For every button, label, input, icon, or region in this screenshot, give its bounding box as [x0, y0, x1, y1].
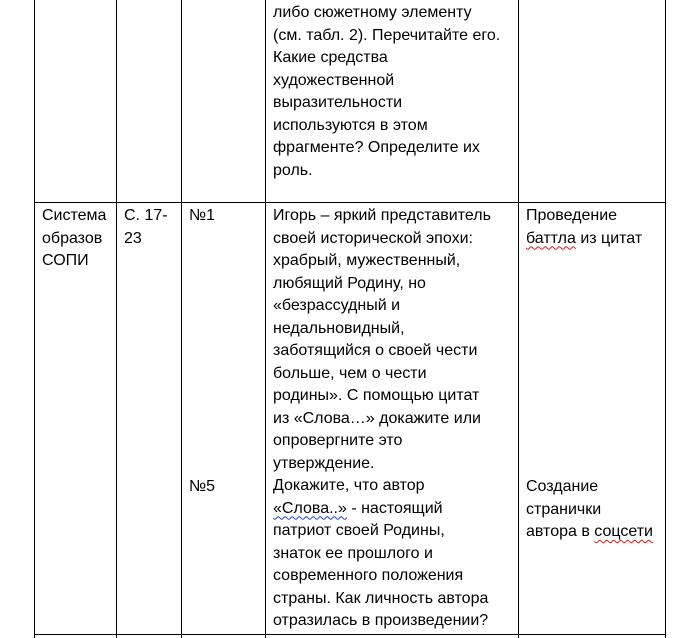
- spellcheck-quote: «Слова..»: [273, 499, 347, 517]
- task-number-text: №5: [189, 478, 216, 495]
- pages-line: С. 17-: [124, 207, 168, 224]
- table-border-col3: [181, 0, 182, 638]
- text-line: либо сюжетному элементу: [273, 4, 472, 21]
- topic-cell: [42, 205, 106, 273]
- table-border-col5: [518, 0, 519, 638]
- form-cell-1: [526, 205, 642, 250]
- text-line: знаток ее прошлого и: [273, 544, 433, 562]
- table-border-right: [665, 0, 666, 638]
- text-line: (см. табл. 2). Перечитайте его.: [273, 26, 501, 44]
- text-line: заботящийся о своей чести: [273, 342, 478, 359]
- text-line: Создание: [526, 478, 599, 495]
- topic-line: СОПИ: [42, 252, 89, 269]
- text-line: [526, 228, 642, 251]
- text-line: фрагменте? Определите их: [273, 139, 480, 156]
- top-row-task-cell: [273, 2, 500, 182]
- table-border-col4: [265, 0, 266, 638]
- spellcheck-word: соцсети: [594, 523, 653, 540]
- text-line: роль.: [273, 161, 313, 179]
- text-line: Какие средства: [273, 49, 388, 66]
- text-line: [273, 498, 491, 521]
- text-line: Игорь – яркий представитель: [273, 207, 491, 224]
- text-fragment: автора в: [526, 523, 595, 540]
- text-line: любящий Родину, но: [273, 274, 426, 292]
- topic-line: Система: [42, 207, 107, 224]
- text-line: опровергните это: [273, 432, 403, 449]
- text-line: утверждение.: [273, 454, 375, 472]
- pages-line: 23: [124, 229, 142, 247]
- table-border-col2: [116, 0, 117, 638]
- text-line: недальновидный,: [273, 319, 405, 337]
- text-line: родины». С помощью цитат: [273, 387, 480, 404]
- table-row-divider-bottom: [34, 634, 666, 635]
- text-line: [526, 521, 653, 544]
- text-line: из «Слова…» докажите или: [273, 409, 481, 427]
- text-fragment: - настоящий: [346, 499, 443, 517]
- text-line: художественной: [273, 71, 395, 89]
- table-border-left: [34, 0, 35, 638]
- pages-cell: [124, 205, 168, 250]
- text-line: странички: [526, 500, 602, 518]
- text-line: «безрассудный и: [273, 297, 401, 314]
- topic-line: образов: [42, 229, 103, 247]
- text-line: страны. Как личность автора: [273, 589, 489, 607]
- text-line: больше, чем о чести: [273, 364, 427, 382]
- task-number-1: [189, 205, 215, 228]
- task-number-5: [189, 476, 215, 499]
- text-fragment: из цитат: [575, 229, 643, 247]
- spellcheck-word: баттла: [526, 229, 576, 247]
- text-line: современного положения: [273, 567, 464, 584]
- text-line: отразилась в произведении?: [273, 612, 489, 629]
- text-line: патриот своей Родины,: [273, 522, 445, 539]
- text-line: храбрый, мужественный,: [273, 252, 461, 269]
- text-line: своей исторической эпохи:: [273, 229, 473, 247]
- task-number-text: №1: [189, 207, 216, 224]
- text-line: Докажите, что автор: [273, 477, 425, 494]
- text-line: Проведение: [526, 207, 618, 224]
- task-text-cell: [273, 205, 491, 633]
- table-row-divider: [34, 202, 666, 203]
- text-line: выразительности: [273, 94, 403, 111]
- text-line: используются в этом: [273, 116, 428, 134]
- form-cell-5: [526, 476, 653, 544]
